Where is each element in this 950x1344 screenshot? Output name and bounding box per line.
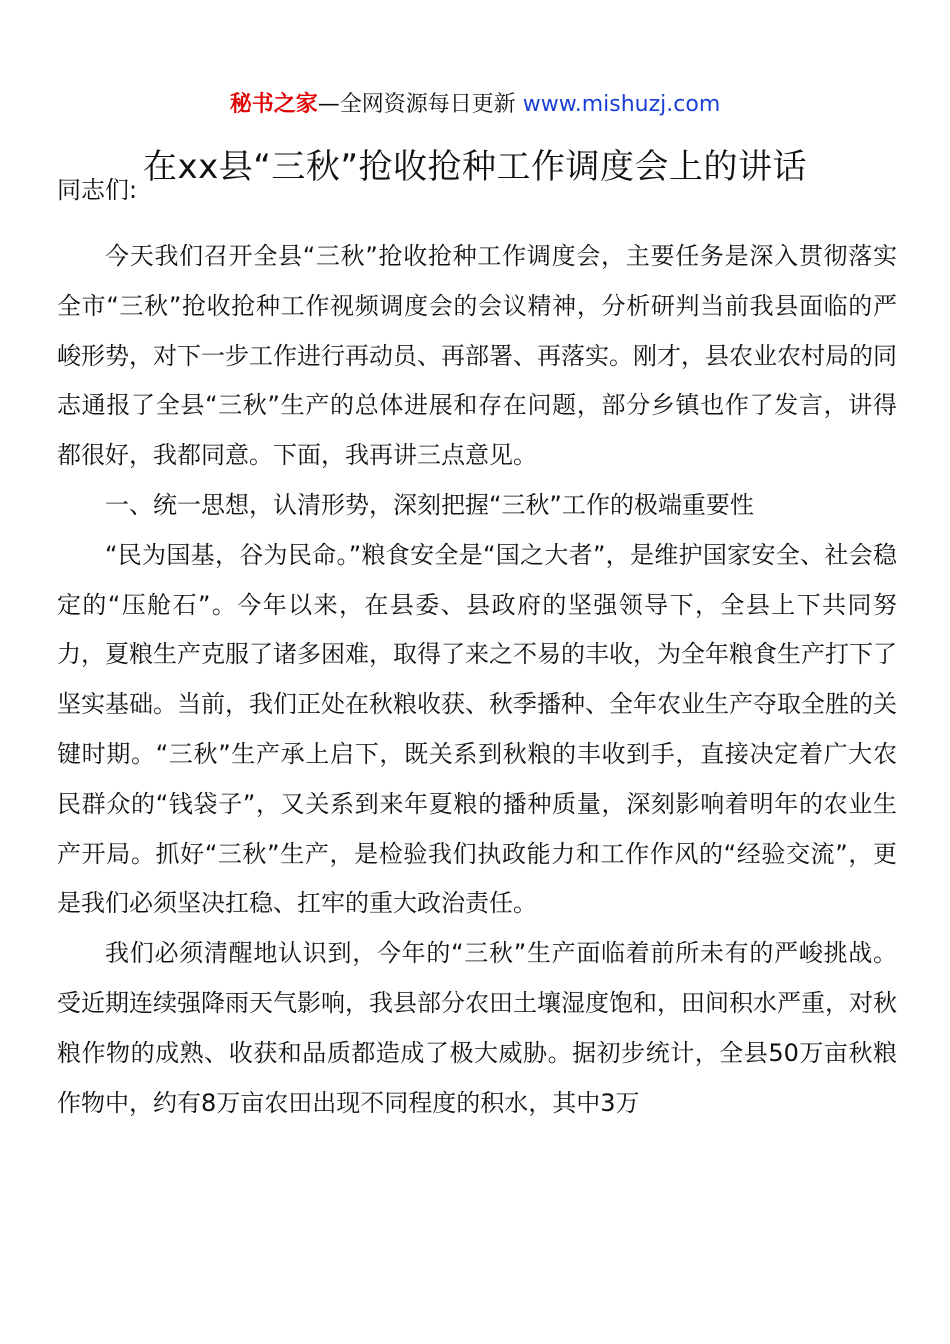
paragraph-challenges: 我们必须清醒地认识到，今年的“三秋”生产面临着前所未有的严峻挑战。受近期连续强降雨天气影响，我县部分农田土壤湿度饱和，田间积水严重，对秋粮作物的成熟、收获和品质都造成了极大威胁。据初步统计，全县50万亩秋粮作物中，约有8万亩农田出现不同程度的积水，其中3万: [57, 939, 897, 1117]
paragraph-intro: 今天我们召开全县“三秋”抢收抢种工作调度会，主要任务是深入贯彻落实全市“三秋”抢收抢种工作视频调度会的会议精神，分析研判当前我县面临的严峻形势，对下一步工作进行再动员、再部署、再落实。刚才，县农业农村局的同志通报了全县“三秋”生产的总体进展和存在问题，部分乡镇也作了发言，讲得都很好，我都同意。下面，我再讲三点意见。: [57, 242, 897, 470]
paragraph-food-security: “民为国基，谷为民命。”粮食安全是“国之大者”，是维护国家安全、社会稳定的“压舱石”。今年以来，在县委、县政府的坚强领导下，全县上下共同努力，夏粮生产克服了诸多困难，取得了来之不易的丰收，为全年粮食生产打下了坚实基础。当前，我们正处在秋粮收获、秋季播种、全年农业生产夺取全胜的关键时期。“三秋”生产承上启下，既关系到秋粮的丰收到手，直接决定着广大农民群众的“钱袋子”，又关系到来年夏粮的播种质量，深刻影响着明年的农业生产开局。抓好“三秋”生产，是检验我们执政能力和工作作风的“经验交流”，更是我们必须坚决扛稳、扛牢的重大政治责任。: [57, 540, 897, 918]
site-url-link[interactable]: www.mishuzj.com: [522, 92, 721, 117]
document-title: 在xx县“三秋”抢收抢种工作调度会上的讲话: [143, 147, 807, 187]
salutation: 同志们:: [57, 176, 138, 204]
section-heading-1: 一、统一思想，认清形势，深刻把握“三秋”工作的极端重要性: [105, 490, 754, 519]
site-slogan: —全网资源每日更新: [317, 92, 523, 117]
site-name: 秘书之家: [229, 92, 318, 117]
document-body: [57, 170, 897, 1128]
site-header: [0, 88, 950, 122]
